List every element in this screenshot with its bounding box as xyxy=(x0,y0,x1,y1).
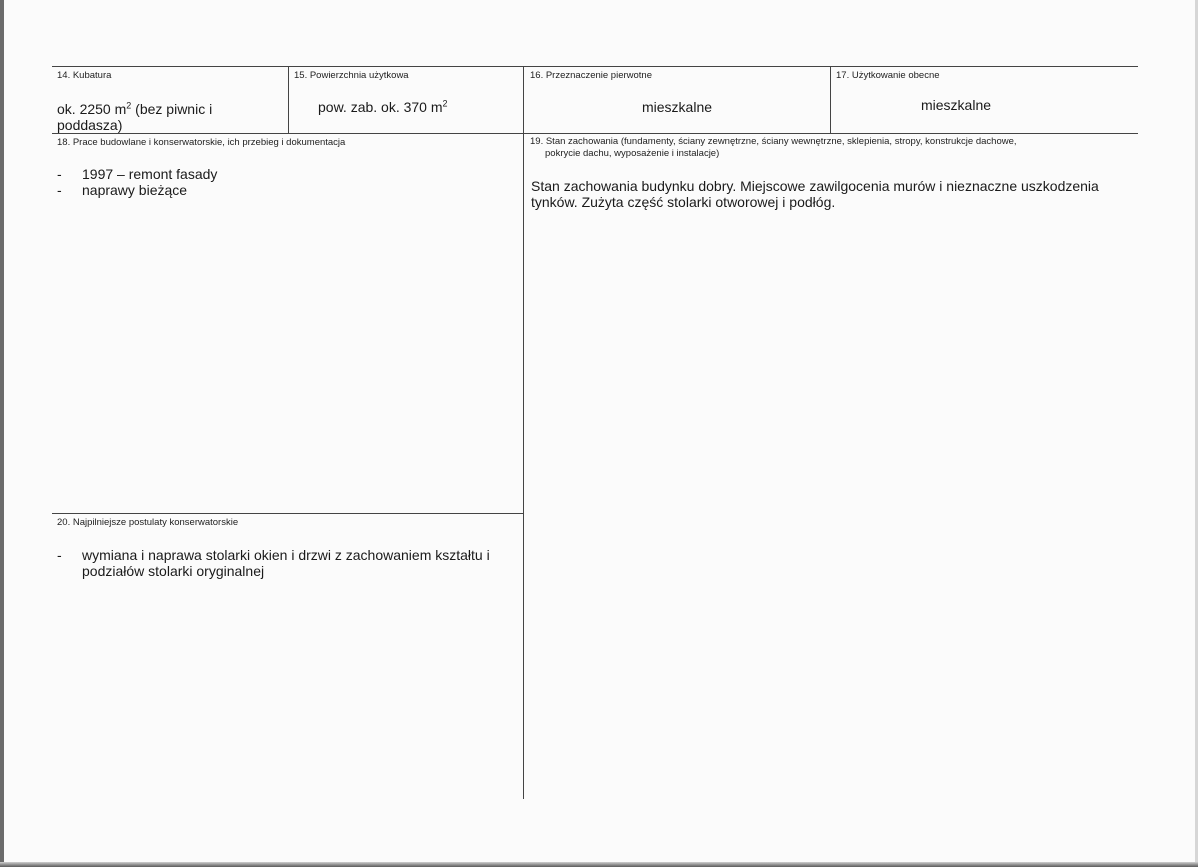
list-item: - wymiana i naprawa stolarki okien i drzwi z zachowaniem kształtu i podziałów stolarki oryginalnej xyxy=(57,547,490,579)
field-19-text-line2: tynków. Zużyta część stolarki otworowej i podłóg. xyxy=(531,194,836,210)
scan-edge-left xyxy=(0,0,4,867)
list-item: - naprawy bieżące xyxy=(57,182,188,198)
divider-14-15 xyxy=(288,66,289,133)
field-16-value: mieszkalne xyxy=(641,99,713,115)
field-17-value: mieszkalne xyxy=(920,97,992,113)
field-14-value-line2: poddasza) xyxy=(57,117,123,133)
row1-bottom-rule xyxy=(52,133,1138,134)
field-19-label-line2: pokrycie dachu, wyposażenie i instalacje) xyxy=(545,148,720,159)
field-18-label: 18. Prace budowlane i konserwatorskie, ich przebieg i dokumentacja xyxy=(57,137,346,148)
field-14-value: ok. 2250 $m^2$ (bez piwnic i xyxy=(57,100,213,117)
field-20-list xyxy=(57,547,490,579)
section20-top-rule xyxy=(52,513,524,514)
field-15-label: 15. Powierzchnia użytkowa xyxy=(294,70,409,81)
field-20-label: 20. Najpilniejsze postulaty konserwatorskie xyxy=(57,517,239,528)
field-19-label: 19. Stan zachowania (fundamenty, ściany zewnętrzne, ściany wewnętrzne, sklepienia, stropy, konstrukcje dachowe, xyxy=(530,136,1017,147)
list-item: - 1997 – remont fasady xyxy=(57,166,218,182)
table-top-rule xyxy=(52,66,1138,67)
field-17-label: 17. Użytkowanie obecne xyxy=(836,70,940,81)
field-16-label: 16. Przeznaczenie pierwotne xyxy=(530,70,652,81)
center-divider xyxy=(523,66,524,799)
field-18-list xyxy=(57,166,217,198)
field-19-text: Stan zachowania budynku dobry. Miejscowe zawilgocenia murów i nieznaczne uszkodzenia xyxy=(531,178,1099,194)
field-14-label: 14. Kubatura xyxy=(57,70,112,81)
field-15-value: pow. zab. ok. 370 $m^2$ xyxy=(318,98,448,115)
scan-edge-bottom xyxy=(0,862,1198,867)
